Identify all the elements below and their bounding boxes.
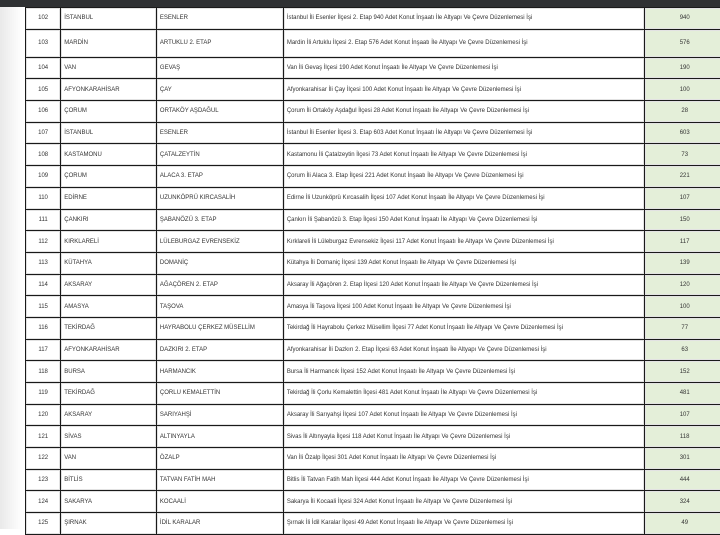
district-cell: HAYRABOLU ÇERKEZ MÜSELLİM <box>156 317 283 339</box>
row-number: 120 <box>26 404 61 426</box>
description-cell: Afyonkarahisar İli Dazkırı 2. Etap İlçesi 63 Adet Konut İnşaatı İle Altyapı Ve Çevre Düzenlemesi İşi <box>283 339 645 361</box>
housing-count-cell: 481 <box>645 383 720 405</box>
description-cell: Çorum İli Ortaköy Aşdağul İlçesi 28 Adet Konut İnşaatı İle Altyapı Ve Çevre Düzenlemesi İşi <box>283 101 645 123</box>
row-number: 111 <box>26 209 61 231</box>
housing-count-cell: 77 <box>645 317 720 339</box>
district-cell: ÖZALP <box>156 448 283 470</box>
row-number: 116 <box>26 317 61 339</box>
row-number: 113 <box>26 252 61 274</box>
description-cell: Çorum İli Alaca 3. Etap İlçesi 221 Adet Konut İnşaatı İle Altyapı Ve Çevre Düzenlemesi İşi <box>283 166 645 188</box>
housing-count-cell: 107 <box>645 187 720 209</box>
province-cell: İSTANBUL <box>61 8 157 30</box>
district-cell: SARIYAHŞİ <box>156 404 283 426</box>
table-row <box>26 166 720 188</box>
district-cell: TAŞOVA <box>156 296 283 318</box>
description-cell: Aksaray İli Sarıyahşi İlçesi 107 Adet Konut İnşaatı İle Altyapı Ve Çevre Düzenlemesi İşi <box>283 404 645 426</box>
description-cell: Edirne İli Uzunköprü Kırcasalih İlçesi 107 Adet Konut İnşaatı İle Altyapı Ve Çevre Düzenlemesi İşi <box>283 187 645 209</box>
project-table <box>25 7 720 535</box>
row-number: 108 <box>26 144 61 166</box>
table-row <box>26 361 720 383</box>
table-row <box>26 231 720 253</box>
housing-count-cell: 73 <box>645 144 720 166</box>
row-number: 125 <box>26 513 61 535</box>
row-number: 118 <box>26 361 61 383</box>
province-cell: ÇANKIRI <box>61 209 157 231</box>
row-number: 114 <box>26 274 61 296</box>
district-cell: ÇORLU KEMALETTİN <box>156 383 283 405</box>
table-row <box>26 29 720 57</box>
row-number: 109 <box>26 166 61 188</box>
description-cell: Kastamonu İli Çatalzeytin İlçesi 73 Adet Konut İnşaatı İle Altyapı Ve Çevre Düzenlemesi İşi <box>283 144 645 166</box>
housing-count-cell: 444 <box>645 469 720 491</box>
table-row <box>26 8 720 30</box>
province-cell: SİVAS <box>61 426 157 448</box>
description-cell: Kütahya İli Domaniç İlçesi 139 Adet Konut İnşaatı İle Altyapı Ve Çevre Düzenlemesi İşi <box>283 252 645 274</box>
district-cell: İDİL KARALAR <box>156 513 283 535</box>
table-row <box>26 252 720 274</box>
housing-count-cell: 301 <box>645 448 720 470</box>
description-cell: Çankırı İli Şabanözü 3. Etap İlçesi 150 Adet Konut İnşaatı İle Altyapı Ve Çevre Düzenlemesi İşi <box>283 209 645 231</box>
district-cell: ÇATALZEYTİN <box>156 144 283 166</box>
description-cell: İstanbul İli Esenler İlçesi 2. Etap 940 Adet Konut İnşaatı İle Altyapı Ve Çevre Düzenlemesi İşi <box>283 8 645 30</box>
housing-count-cell: 28 <box>645 101 720 123</box>
table-row <box>26 513 720 535</box>
housing-count-cell: 100 <box>645 296 720 318</box>
housing-count-cell: 120 <box>645 274 720 296</box>
table-row <box>26 426 720 448</box>
province-cell: VAN <box>61 448 157 470</box>
table-row <box>26 187 720 209</box>
province-cell: KASTAMONU <box>61 144 157 166</box>
province-cell: İSTANBUL <box>61 122 157 144</box>
table-row <box>26 144 720 166</box>
table-row <box>26 274 720 296</box>
district-cell: ŞABANÖZÜ 3. ETAP <box>156 209 283 231</box>
housing-count-cell: 603 <box>645 122 720 144</box>
description-cell: Tekirdağ İli Çorlu Kemalettin İlçesi 481 Adet Konut İnşaatı İle Altyapı Ve Çevre Düzenlemesi İşi <box>283 383 645 405</box>
province-cell: VAN <box>61 57 157 79</box>
description-cell: İstanbul İli Esenler İlçesi 3. Etap 603 Adet Konut İnşaatı İle Altyapı Ve Çevre Düzenlemesi İşi <box>283 122 645 144</box>
housing-count-cell: 150 <box>645 209 720 231</box>
description-cell: Aksaray İli Ağaçören 2. Etap İlçesi 120 Adet Konut İnşaatı İle Altyapı Ve Çevre Düzenlemesi İşi <box>283 274 645 296</box>
province-cell: AKSARAY <box>61 274 157 296</box>
province-cell: BİTLİS <box>61 469 157 491</box>
row-number: 121 <box>26 426 61 448</box>
table-row <box>26 57 720 79</box>
district-cell: ESENLER <box>156 8 283 30</box>
table-row <box>26 122 720 144</box>
housing-count-cell: 940 <box>645 8 720 30</box>
table-row <box>26 383 720 405</box>
description-cell: Mardin İli Artuklu İlçesi 2. Etap 576 Adet Konut İnşaatı İle Altyapı Ve Çevre Düzenlemesi İşi <box>283 29 645 57</box>
row-number: 112 <box>26 231 61 253</box>
description-cell: Şırnak İli İdil Karalar İlçesi 49 Adet Konut İnşaatı İle Altyapı Ve Çevre Düzenlemesi İşi <box>283 513 645 535</box>
district-cell: ARTUKLU 2. ETAP <box>156 29 283 57</box>
table-row <box>26 101 720 123</box>
province-cell: AFYONKARAHİSAR <box>61 79 157 101</box>
description-cell: Van İli Özalp İlçesi 301 Adet Konut İnşaatı İle Altyapı Ve Çevre Düzenlemesi İşi <box>283 448 645 470</box>
district-cell: ALACA 3. ETAP <box>156 166 283 188</box>
description-cell: Afyonkarahisar İli Çay İlçesi 100 Adet Konut İnşaatı İle Altyapı Ve Çevre Düzenlemesi İşi <box>283 79 645 101</box>
province-cell: AFYONKARAHİSAR <box>61 339 157 361</box>
row-number: 123 <box>26 469 61 491</box>
table-row <box>26 448 720 470</box>
row-number: 119 <box>26 383 61 405</box>
province-cell: BURSA <box>61 361 157 383</box>
row-number: 105 <box>26 79 61 101</box>
table-row <box>26 317 720 339</box>
row-number: 104 <box>26 57 61 79</box>
district-cell: ORTAKÖY AŞDAĞUL <box>156 101 283 123</box>
description-cell: Sakarya İli Kocaali İlçesi 324 Adet Konut İnşaatı İle Altyapı Ve Çevre Düzenlemesi İşi <box>283 491 645 513</box>
window-top-bar <box>0 0 720 7</box>
row-number: 107 <box>26 122 61 144</box>
district-cell: HARMANCIK <box>156 361 283 383</box>
table-row <box>26 296 720 318</box>
housing-count-cell: 63 <box>645 339 720 361</box>
province-cell: ŞIRNAK <box>61 513 157 535</box>
page-margin <box>0 7 22 529</box>
housing-count-cell: 117 <box>645 231 720 253</box>
description-cell: Sivas İli Altınyayla İlçesi 118 Adet Konut İnşaatı İle Altyapı Ve Çevre Düzenlemesi İşi <box>283 426 645 448</box>
district-cell: ALTINYAYLA <box>156 426 283 448</box>
district-cell: GEVAŞ <box>156 57 283 79</box>
province-cell: SAKARYA <box>61 491 157 513</box>
district-cell: ÇAY <box>156 79 283 101</box>
description-cell: Bursa İli Harmancık İlçesi 152 Adet Konut İnşaatı İle Altyapı Ve Çevre Düzenlemesi İşi <box>283 361 645 383</box>
housing-count-cell: 100 <box>645 79 720 101</box>
housing-count-cell: 49 <box>645 513 720 535</box>
province-cell: AMASYA <box>61 296 157 318</box>
table-row <box>26 469 720 491</box>
housing-count-cell: 152 <box>645 361 720 383</box>
description-cell: Kırklareli İli Lüleburgaz Evrensekiz İlçesi 117 Adet Konut İnşaatı İle Altyapı Ve Çevre Düzenlemesi İşi <box>283 231 645 253</box>
row-number: 122 <box>26 448 61 470</box>
province-cell: TEKİRDAĞ <box>61 317 157 339</box>
table-row <box>26 79 720 101</box>
row-number: 106 <box>26 101 61 123</box>
district-cell: AĞAÇÖREN 2. ETAP <box>156 274 283 296</box>
description-cell: Tekirdağ İli Hayrabolu Çerkez Müsellim İlçesi 77 Adet Konut İnşaatı İle Altyapı Ve Çevre Düzenlemesi İşi <box>283 317 645 339</box>
table-row <box>26 491 720 513</box>
table-row <box>26 209 720 231</box>
district-cell: LÜLEBURGAZ EVRENSEKİZ <box>156 231 283 253</box>
row-number: 117 <box>26 339 61 361</box>
district-cell: ESENLER <box>156 122 283 144</box>
housing-count-cell: 190 <box>645 57 720 79</box>
province-cell: ÇORUM <box>61 166 157 188</box>
province-cell: EDİRNE <box>61 187 157 209</box>
housing-count-cell: 139 <box>645 252 720 274</box>
housing-count-cell: 324 <box>645 491 720 513</box>
housing-count-cell: 576 <box>645 29 720 57</box>
table-row <box>26 339 720 361</box>
province-cell: MARDİN <box>61 29 157 57</box>
description-cell: Amasya İli Taşova İlçesi 100 Adet Konut İnşaatı İle Altyapı Ve Çevre Düzenlemesi İşi <box>283 296 645 318</box>
province-cell: KIRKLARELİ <box>61 231 157 253</box>
housing-count-cell: 107 <box>645 404 720 426</box>
district-cell: DOMANİÇ <box>156 252 283 274</box>
district-cell: TATVAN FATİH MAH <box>156 469 283 491</box>
housing-count-cell: 221 <box>645 166 720 188</box>
description-cell: Van İli Gevaş İlçesi 190 Adet Konut İnşaatı İle Altyapı Ve Çevre Düzenlemesi İşi <box>283 57 645 79</box>
province-cell: ÇORUM <box>61 101 157 123</box>
district-cell: KOCAALİ <box>156 491 283 513</box>
row-number: 115 <box>26 296 61 318</box>
district-cell: DAZKIRI 2. ETAP <box>156 339 283 361</box>
row-number: 124 <box>26 491 61 513</box>
description-cell: Bitlis İli Tatvan Fatih Mah İlçesi 444 Adet Konut İnşaatı İle Altyapı Ve Çevre Düzenlemesi İşi <box>283 469 645 491</box>
province-cell: AKSARAY <box>61 404 157 426</box>
table-row <box>26 404 720 426</box>
row-number: 110 <box>26 187 61 209</box>
row-number: 103 <box>26 29 61 57</box>
district-cell: UZUNKÖPRÜ KIRCASALİH <box>156 187 283 209</box>
province-cell: KÜTAHYA <box>61 252 157 274</box>
row-number: 102 <box>26 8 61 30</box>
housing-count-cell: 118 <box>645 426 720 448</box>
province-cell: TEKİRDAĞ <box>61 383 157 405</box>
